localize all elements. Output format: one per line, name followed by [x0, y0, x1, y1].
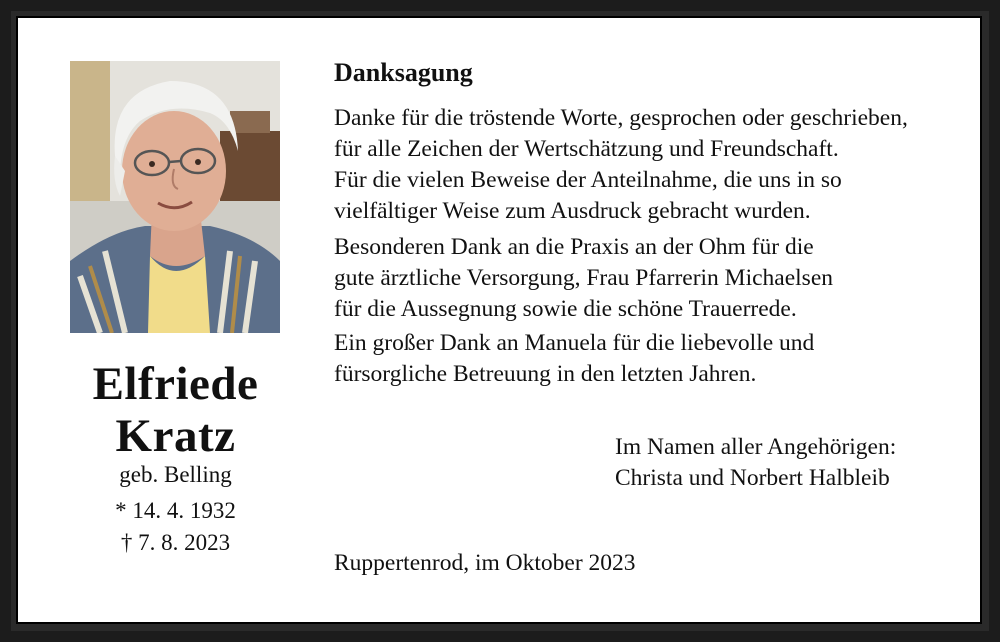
- deceased-last-name: Kratz: [115, 410, 236, 462]
- paragraph-line: vielfältiger Weise zum Ausdruck gebracht wurden.: [334, 198, 811, 224]
- obituary-card: [16, 16, 982, 624]
- paragraph-line: Danke für die tröstende Worte, gesprochen oder geschrieben,: [334, 105, 908, 131]
- birth-name: geb. Belling: [119, 462, 232, 487]
- paragraph-line: Besonderen Dank an die Praxis an der Ohm für die: [334, 234, 814, 260]
- paragraph-line: Für die vielen Beweise der Anteilnahme, die uns in so: [334, 167, 842, 193]
- paragraph-line: fürsorgliche Betreuung in den letzten Jahren.: [334, 361, 757, 387]
- paragraph-line: Ein großer Dank an Manuela für die liebevolle und: [334, 330, 815, 356]
- deceased-first-name: Elfriede: [92, 358, 259, 410]
- paragraph-thanks: [334, 103, 974, 227]
- paragraph-line: für die Aussegnung sowie die schöne Trauerrede.: [334, 296, 797, 322]
- birth-date: * 14. 4. 1932: [115, 498, 236, 523]
- signature-block: [615, 432, 896, 494]
- notice-heading: Danksagung: [334, 58, 473, 87]
- paragraph-special-thanks: [334, 232, 974, 325]
- portrait-photo: [70, 61, 280, 333]
- paragraph-line: gute ärztliche Versorgung, Frau Pfarrerin Michaelsen: [334, 265, 833, 291]
- paragraph-care-thanks: [334, 328, 974, 390]
- signature-line: Im Namen aller Angehörigen:: [615, 434, 897, 460]
- death-date: † 7. 8. 2023: [120, 530, 231, 555]
- paragraph-line: für alle Zeichen der Wertschätzung und Freundschaft.: [334, 136, 839, 162]
- portrait-image: [70, 61, 280, 333]
- signature-line: Christa und Norbert Halbleib: [615, 465, 890, 491]
- place-and-date: Ruppertenrod, im Oktober 2023: [334, 550, 636, 576]
